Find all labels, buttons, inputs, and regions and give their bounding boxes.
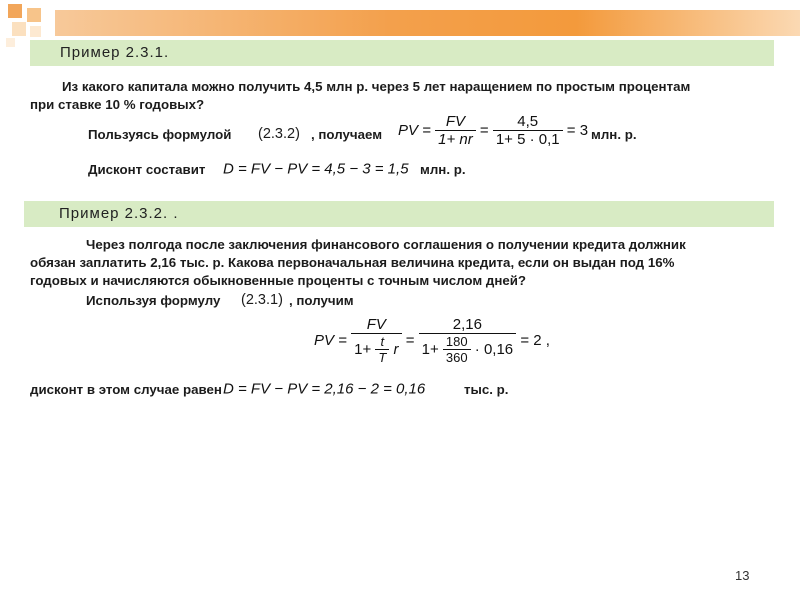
frac-numerator: 2,16	[452, 316, 482, 333]
example2-discount-label: дисконт в этом случае равен	[30, 382, 222, 397]
example1-formula-ref: (2.3.2)	[258, 126, 300, 142]
frac-numerator: 4,5	[517, 113, 539, 130]
example2-para-line3: годовых и начисляются обыкновенные проценты с точным числом дней?	[30, 273, 527, 288]
example2-using-formula: Используя формулу	[86, 293, 221, 308]
example1-discount-unit: млн. р.	[420, 162, 466, 177]
decor-square	[30, 26, 41, 37]
decor-square	[12, 22, 26, 36]
one-plus: 1+	[421, 341, 439, 358]
example2-para-line1: Через полгода после заключения финансового соглашения о получении кредита должник	[86, 237, 686, 252]
180-over-360	[443, 334, 471, 365]
r-symbol: r	[393, 341, 399, 358]
frac-denominator: 1+ nr	[435, 130, 476, 148]
example1-using-formula: Пользуясь формулой	[88, 127, 232, 142]
fraction-values	[419, 316, 517, 365]
example1-heading: Пример 2.3.1.	[30, 40, 774, 66]
discount-formula-text: D = FV − PV = 4,5 − 3 = 1,5	[223, 160, 409, 178]
t-over-T	[375, 334, 389, 365]
frac-denominator	[419, 333, 517, 365]
days-numerator: 180	[445, 334, 468, 349]
example2-we-get: , получим	[289, 293, 354, 308]
equals-sign: =	[479, 122, 489, 139]
fraction-values	[493, 113, 563, 148]
days-denominator: 360	[443, 349, 471, 365]
T-symbol: T	[375, 349, 389, 365]
example2-formula-ref: (2.3.1)	[241, 292, 283, 308]
example1-unit: млн. р.	[591, 127, 637, 142]
example2-discount-unit: тыс. р.	[464, 382, 509, 397]
example2-para-line2: обязан заплатить 2,16 тыс. р. Какова первоначальная величина кредита, если он выдан под 16%	[30, 255, 675, 270]
example1-question-line1: Из какого капитала можно получить 4,5 млн р. через 5 лет наращением по простым процентам	[62, 79, 691, 94]
rate-multiplier: · 0,16	[474, 341, 514, 358]
example1-discount-formula	[223, 160, 409, 178]
frac-numerator: FV	[366, 316, 386, 333]
fraction-fv-over-1nr	[435, 113, 476, 148]
example2-heading: Пример 2.3.2. .	[24, 201, 774, 227]
example1-pv-formula	[398, 113, 588, 148]
discount-formula-text: D = FV − PV = 2,16 − 2 = 0,16	[223, 380, 426, 398]
example2-pv-formula	[314, 316, 550, 365]
one-plus: 1+	[354, 341, 372, 358]
result-value: = 2 ,	[520, 332, 550, 349]
frac-numerator: FV	[445, 113, 465, 130]
example1-question-line2: при ставке 10 % годовых?	[30, 97, 205, 112]
example2-discount-formula	[223, 380, 425, 398]
pv-label: PV =	[398, 122, 431, 139]
equals-sign: =	[405, 332, 415, 349]
decor-square	[6, 38, 15, 47]
example1-discount-label: Дисконт составит	[88, 162, 206, 177]
decor-square	[27, 8, 41, 22]
fraction-fv-over-1-plus-t-T-r	[351, 316, 401, 365]
result-value: = 3	[566, 122, 589, 139]
decor-square	[8, 4, 22, 18]
example1-we-get: , получаем	[311, 127, 383, 142]
top-decor-bar	[55, 10, 800, 36]
t-symbol: t	[380, 334, 385, 349]
frac-denominator: 1+ 5 · 0,1	[493, 130, 563, 148]
pv-label: PV =	[314, 332, 347, 349]
page-number: 13	[735, 568, 750, 583]
frac-denominator	[351, 333, 401, 365]
